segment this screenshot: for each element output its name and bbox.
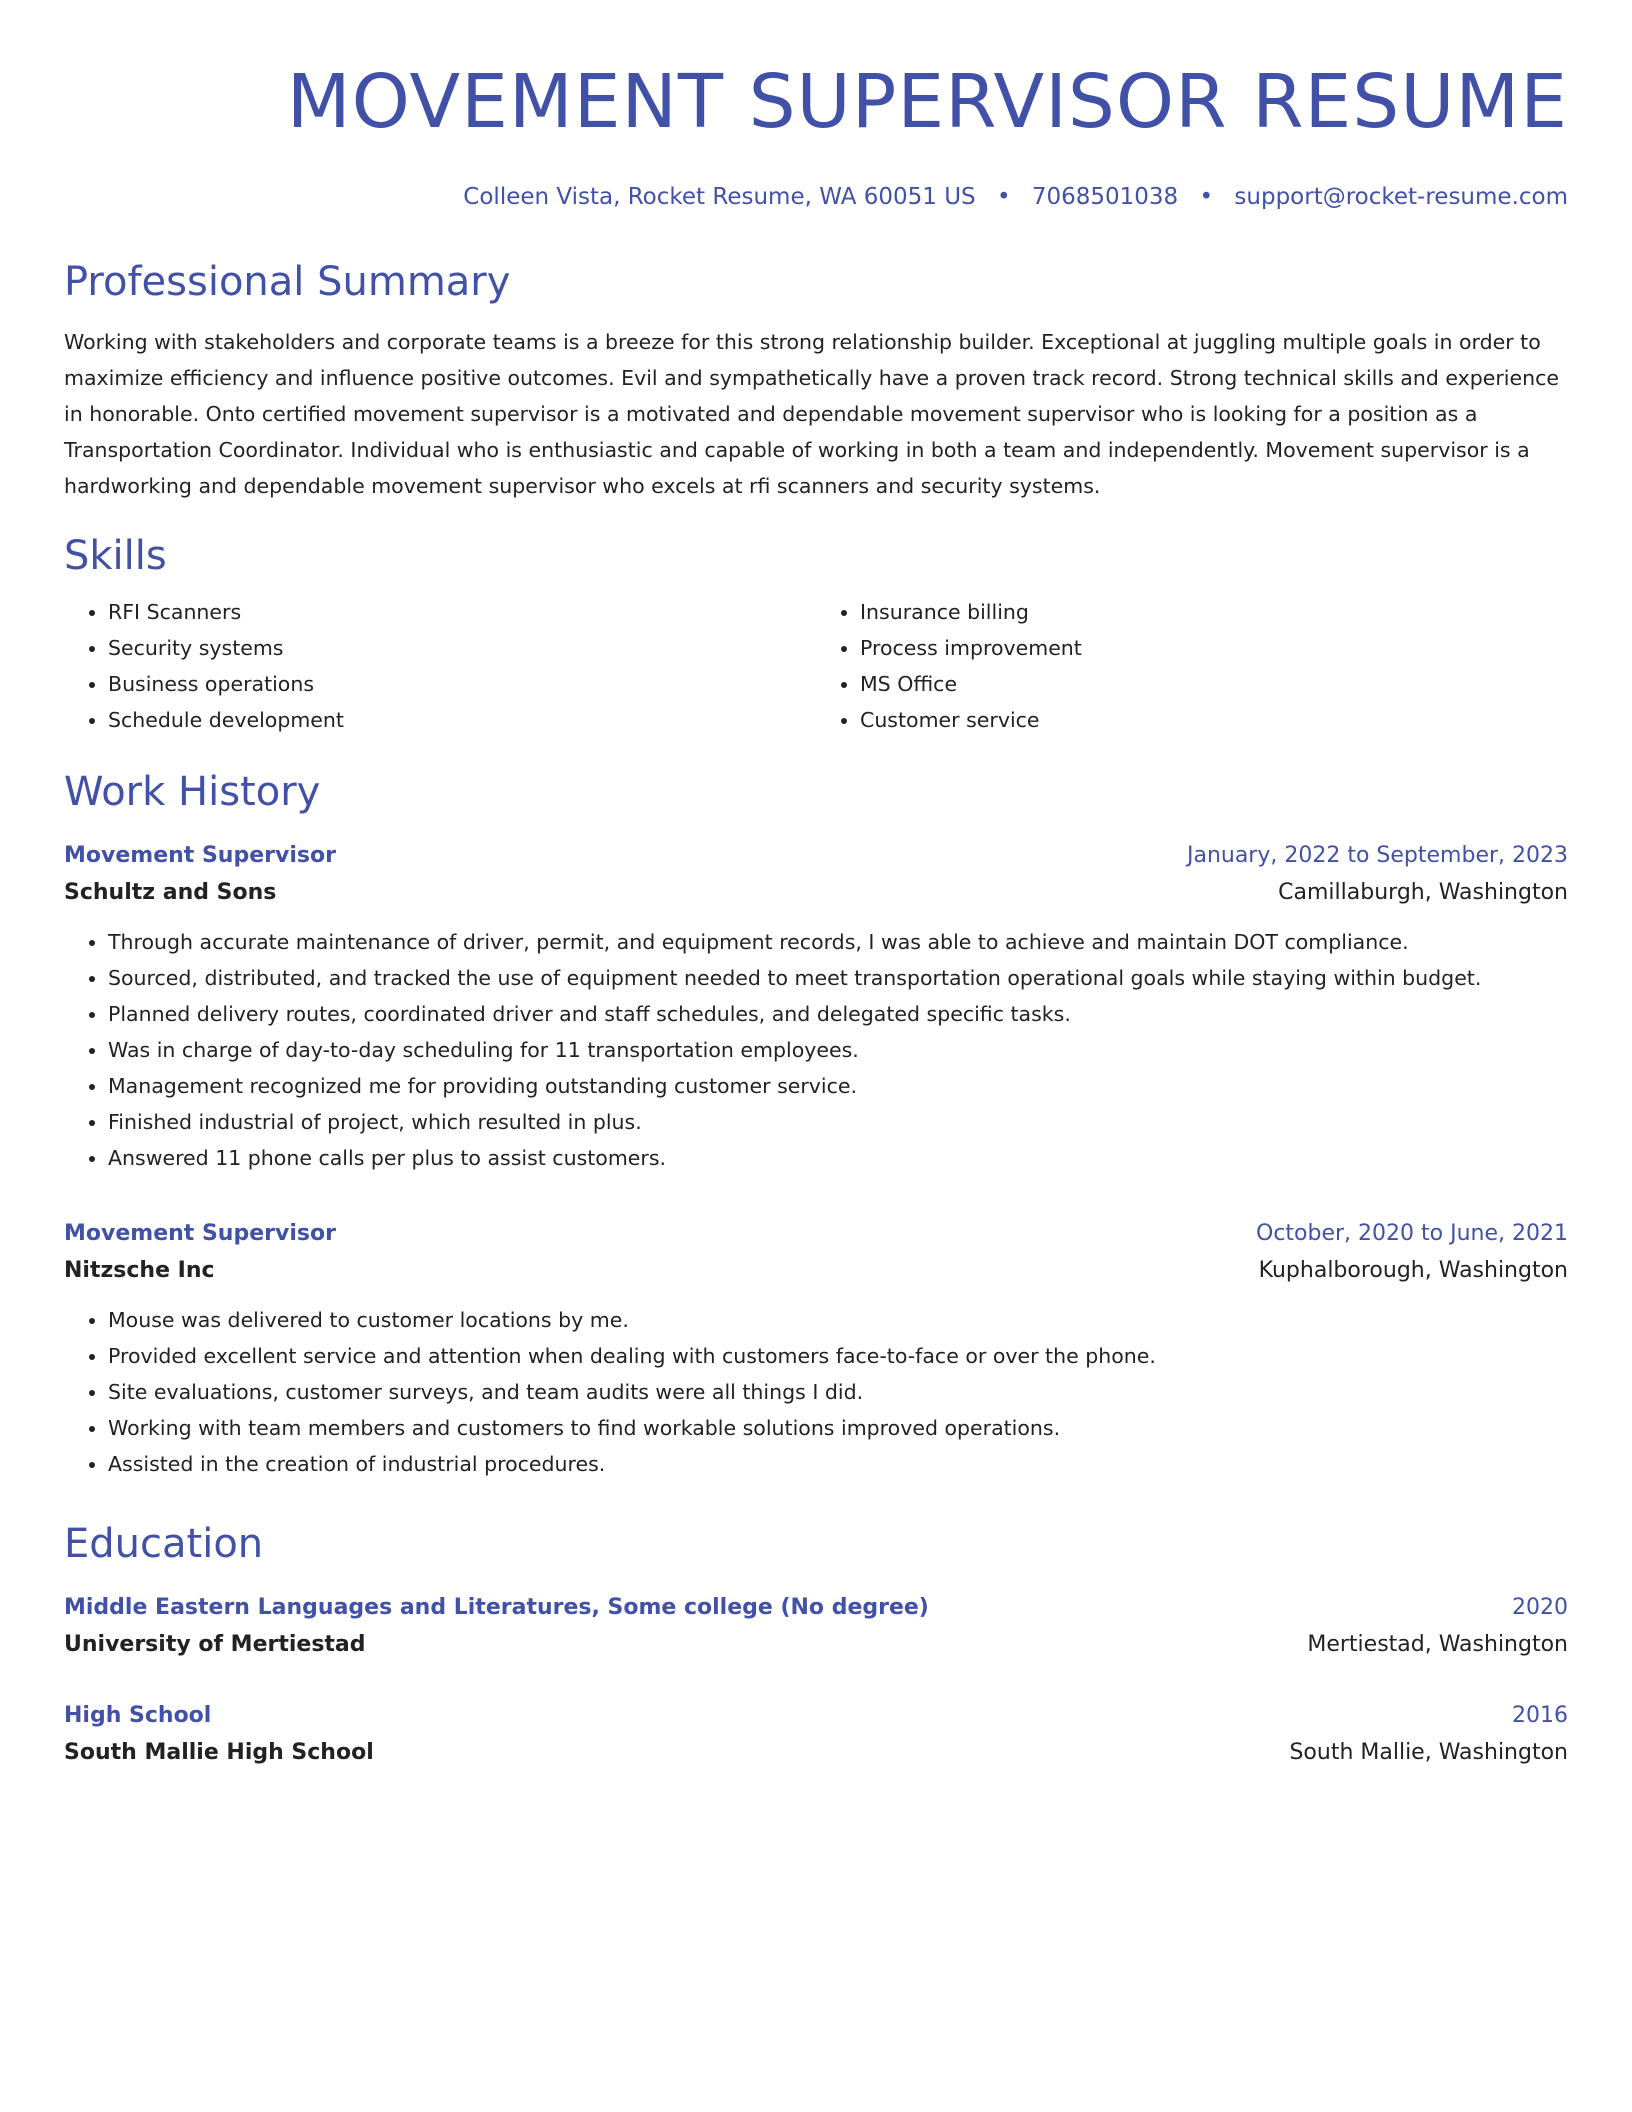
education-school: University of Mertiestad (64, 1632, 366, 1657)
education-degree: Middle Eastern Languages and Literatures, Some college (No degree) (64, 1595, 929, 1620)
skill-item: • MS Office (860, 666, 1568, 702)
summary-text: Working with stakeholders and corporate teams is a breeze for this strong relationship builder. Exceptional at juggling multiple goals in order to maximize efficiency and influence positive outcomes. Evil and sympathetically have a proven track record. Strong technical skills and experience in honorable. Onto certified movement supervisor is a motivated and dependable movement supervisor who is looking for a position as a Transportation Coordinator. Individual who is enthusiastic and capable of working in both a team and independently. Movement supervisor is a hardworking and dependable movement supervisor who excels at rfi scanners and security systems. (64, 330, 1559, 498)
skills-column-left (64, 594, 816, 738)
skill-item: • Process improvement (860, 630, 1568, 666)
skill-item: • Security systems (108, 630, 816, 666)
job-dates: January, 2022 to September, 2023 (1186, 843, 1568, 868)
contact-address: Colleen Vista, Rocket Resume, WA 60051 US (463, 184, 976, 210)
job-bullet: • Planned delivery routes, coordinated driver and staff schedules, and delegated specific tasks. (108, 996, 1568, 1032)
skill-item: • Insurance billing (860, 594, 1568, 630)
job-company-row (64, 1252, 1568, 1290)
contact-separator: • (1199, 184, 1214, 210)
skill-item: • Customer service (860, 702, 1568, 738)
education-degree-row (64, 1590, 1568, 1626)
education-location: South Mallie, Washington (1289, 1740, 1568, 1765)
skill-item: • Schedule development (108, 702, 816, 738)
job-entry (64, 1216, 1568, 1482)
job-entry (64, 838, 1568, 1176)
job-bullets (64, 924, 1568, 1176)
education-entry (64, 1590, 1568, 1664)
job-location: Camillaburgh, Washington (1278, 880, 1568, 905)
job-dates: October, 2020 to June, 2021 (1256, 1221, 1568, 1246)
job-bullet: • Site evaluations, customer surveys, and team audits were all things I did. (108, 1374, 1568, 1410)
job-title-row (64, 838, 1568, 874)
job-location: Kuphalborough, Washington (1258, 1258, 1568, 1283)
education-heading: Education (64, 1521, 264, 1567)
job-bullet: • Finished industrial of project, which resulted in plus. (108, 1104, 1568, 1140)
skills-list (64, 594, 1568, 738)
job-company: Nitzsche Inc (64, 1258, 215, 1283)
contact-line (64, 182, 1568, 212)
education-school-row (64, 1626, 1568, 1664)
education-degree: High School (64, 1703, 212, 1728)
education-degree-row (64, 1698, 1568, 1734)
education-entry (64, 1698, 1568, 1772)
work-history-heading: Work History (64, 769, 321, 815)
job-bullet: • Assisted in the creation of industrial procedures. (108, 1446, 1568, 1482)
education-year: 2020 (1512, 1595, 1568, 1620)
job-bullet: • Through accurate maintenance of driver, permit, and equipment records, I was able to achieve and maintain DOT compliance. (108, 924, 1568, 960)
job-bullet: • Was in charge of day-to-day scheduling for 11 transportation employees. (108, 1032, 1568, 1068)
job-bullet: • Provided excellent service and attention when dealing with customers face-to-face or over the phone. (108, 1338, 1568, 1374)
job-bullets (64, 1302, 1568, 1482)
skill-item: • RFI Scanners (108, 594, 816, 630)
summary-heading: Professional Summary (64, 259, 511, 305)
job-company: Schultz and Sons (64, 880, 277, 905)
job-bullet: • Mouse was delivered to customer locations by me. (108, 1302, 1568, 1338)
contact-phone: 7068501038 (1031, 184, 1179, 210)
resume-header (64, 56, 1568, 212)
job-bullet: • Answered 11 phone calls per plus to assist customers. (108, 1140, 1568, 1176)
job-bullet: • Management recognized me for providing outstanding customer service. (108, 1068, 1568, 1104)
education-school: South Mallie High School (64, 1740, 374, 1765)
education-year: 2016 (1512, 1703, 1568, 1728)
education-school-row (64, 1734, 1568, 1772)
skills-heading: Skills (64, 533, 167, 579)
contact-email: support@rocket-resume.com (1234, 184, 1568, 210)
job-title: Movement Supervisor (64, 1221, 336, 1246)
education-location: Mertiestad, Washington (1307, 1632, 1568, 1657)
job-bullet: • Sourced, distributed, and tracked the use of equipment needed to meet transportation operational goals while staying within budget. (108, 960, 1568, 996)
skills-column-right (816, 594, 1568, 738)
resume-title: MOVEMENT SUPERVISOR RESUME (286, 59, 1568, 145)
skill-item: • Business operations (108, 666, 816, 702)
job-title: Movement Supervisor (64, 843, 336, 868)
contact-separator: • (996, 184, 1011, 210)
job-bullet: • Working with team members and customers to find workable solutions improved operations. (108, 1410, 1568, 1446)
job-title-row (64, 1216, 1568, 1252)
job-company-row (64, 874, 1568, 912)
